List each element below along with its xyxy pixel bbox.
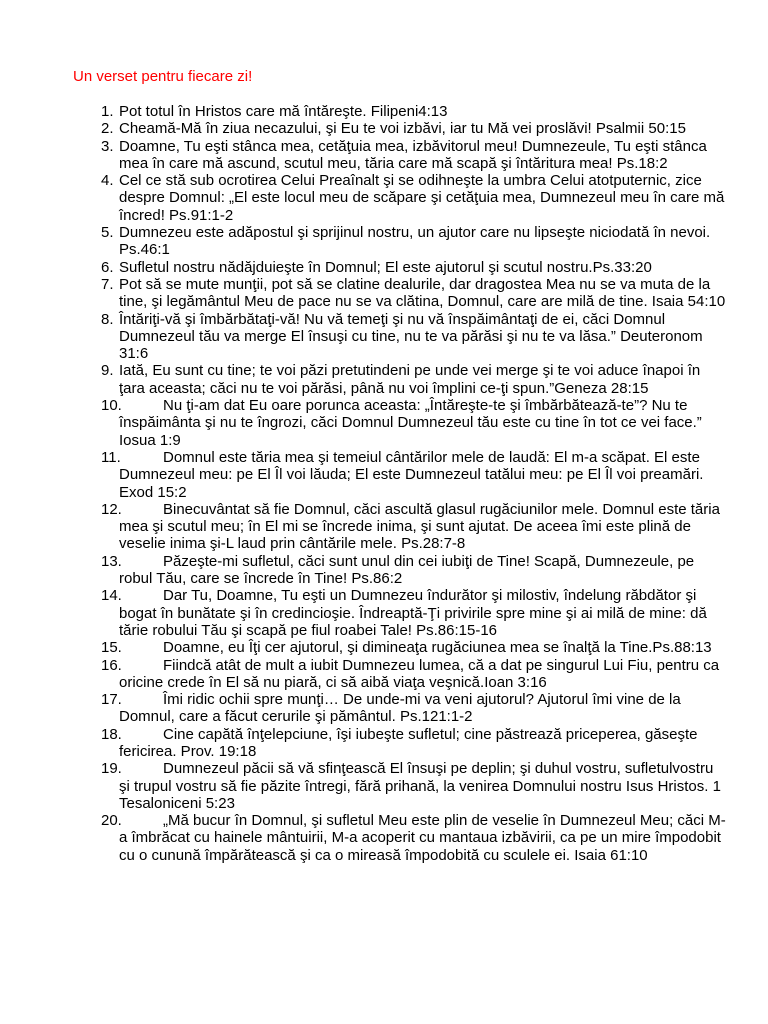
verse-item — [0, 812, 727, 864]
verse-item — [0, 103, 727, 120]
verse-number: 11. — [101, 448, 121, 466]
verse-number: 16. — [101, 656, 122, 674]
verse-text: Cine capătă înţelepciune, îşi iubeşte sufletul; cine păstrează priceperea, găseşte fericirea. Prov. 19:18 — [119, 725, 698, 760]
verse-list — [0, 103, 768, 864]
verse-number: 14. — [101, 587, 122, 605]
verse-number: 5. — [101, 224, 114, 242]
verse-item — [0, 138, 727, 173]
verse-text: Pot să se mute munţii, pot să se clatine dealurile, dar dragostea Mea nu se va muta de la tine, şi legământul Meu de pace nu se va clătina, Domnul, care are milă de tine. Isaia 54:10 — [119, 275, 726, 311]
verse-item — [0, 259, 727, 276]
verse-text: Pot totul în Hristos care mă întăreşte. Filipeni4:13 — [119, 103, 448, 120]
verse-text: Fiindcă atât de mult a iubit Dumnezeu lumea, că a dat pe singurul Lui Fiu, pentru ca oricine crede în El să nu piară, ci să aibă viaţa veşnică.Ioan 3:16 — [119, 656, 720, 691]
verse-text: Dumnezeu este adăpostul şi sprijinul nostru, un ajutor care nu lipseşte niciodată în nevoi. Ps.46:1 — [119, 224, 711, 259]
verse-number: 3. — [101, 137, 114, 155]
verse-item — [0, 224, 727, 259]
verse-text: Doamne, Tu eşti stânca mea, cetăţuia mea, izbăvitorul meu! Dumnezeule, Tu eşti stânca mea în care mă ascund, scutul meu, tăria care mă scapă şi întăritura mea! Ps.18:2 — [119, 137, 707, 172]
verse-number: 18. — [101, 725, 122, 743]
verse-text: Sufletul nostru nădăjduieşte în Domnul; El este ajutorul şi scutul nostru.Ps.33:20 — [119, 258, 652, 276]
verse-item — [0, 362, 727, 397]
verse-text: Întăriţi-vă şi îmbărbătaţi-vă! Nu vă temeţi şi nu vă înspăimântaţi de ei, căci Domnul Dumnezeul tău va merge El însuşi cu tine, nu te va părăsi şi nu te va lăsa.” Deuteronom 31:6 — [119, 310, 703, 363]
verse-number: 8. — [101, 310, 114, 328]
verse-number: 4. — [101, 172, 114, 190]
verse-text: Îmi ridic ochii spre munţi… De unde-mi va veni ajutorul? Ajutorul îmi vine de la Domnul, care a făcut cerurile şi pământul. Ps.121:1-2 — [119, 691, 681, 726]
verse-text: Dar Tu, Doamne, Tu eşti un Dumnezeu îndurător şi milostiv, îndelung răbdător şi bogat în bunătate şi în credincioşie. Îndreaptă-Ţi privirile spre mine şi ai milă de mine: dă tărie robului Tău şi scapă pe fiul roabei Tale! Ps.86:15-16 — [119, 587, 707, 639]
verse-item — [0, 172, 727, 224]
verse-text: Cheamă-Mă în ziua necazului, şi Eu te voi izbăvi, iar tu Mă vei proslăvi! Psalmii 50:15 — [119, 120, 686, 138]
verse-number: 12. — [101, 500, 122, 518]
verse-item — [0, 276, 727, 311]
verse-item — [0, 311, 727, 363]
verse-item — [0, 760, 727, 812]
verse-text: Iată, Eu sunt cu tine; te voi păzi pretutindeni pe unde vei merge şi te voi aduce înapoi în ţara aceasta; căci nu te voi părăsi, până nu voi împlini ce-ţi spun.”Geneza 28:15 — [119, 362, 701, 397]
verse-item — [0, 397, 727, 449]
verse-item — [0, 726, 727, 761]
verse-item — [0, 449, 727, 501]
verse-item — [0, 501, 727, 553]
verse-number: 1. — [101, 103, 114, 120]
verse-number: 13. — [101, 552, 122, 570]
verse-text: Domnul este tăria mea şi temeiul cântărilor mele de laudă: El m-a scăpat. El este Dumnezeul meu: pe El Îl voi lăuda; El este Dumnezeul tatălui meu: pe El Îl voi preamări. Exod 15:2 — [119, 448, 704, 501]
verse-number: 10. — [101, 397, 122, 415]
verse-text: Nu ţi-am dat Eu oare porunca aceasta: „Întăreşte-te şi îmbărbătează-te”? Nu te înspăimânta şi nu te îngrozi, căci Domnul Dumnezeul tău este cu tine în tot ce vei face.” Iosua 1:9 — [119, 397, 702, 449]
verse-number: 15. — [101, 639, 122, 657]
page-title: Un verset pentru fiecare zi! — [73, 68, 253, 85]
verse-text: Dumnezeul păcii să vă sfinţească El însuşi pe deplin; şi duhul vostru, sufletulvostru şi trupul vostru să fie păzite întregi, fără prihană, la venirea Domnului nostru Isus Hristos. 1 Tesaloniceni 5:23 — [119, 760, 721, 812]
verse-item — [0, 587, 727, 639]
verse-item — [0, 553, 727, 588]
verse-text: Păzeşte-mi sufletul, căci sunt unul din cei iubiţi de Tine! Scapă, Dumnezeule, pe robul Tău, care se încrede în Tine! Ps.86:2 — [119, 552, 695, 588]
verse-text: Binecuvântat să fie Domnul, căci ascultă glasul rugăciunilor mele. Domnul este tăria mea şi scutul meu; în El mi se încrede inima, şi sunt ajutat. De aceea îmi este plină de veselie inima şi-L laud prin cântările mele. Ps.28:7-8 — [119, 500, 720, 553]
verse-number: 7. — [101, 275, 114, 293]
verse-item — [0, 639, 727, 656]
verse-number: 6. — [101, 258, 114, 276]
verse-item — [0, 657, 727, 692]
verse-number: 20. — [101, 812, 122, 830]
verse-number: 17. — [101, 691, 122, 709]
verse-text: Cel ce stă sub ocrotirea Celui Preaînalt şi se odihneşte la umbra Celui atotputernic, zice despre Domnul: „El este locul meu de scăpare şi cetăţuia mea, Dumnezeul meu în care mă încred! Ps.91:1-2 — [119, 172, 725, 224]
verse-item — [0, 120, 727, 137]
verse-item — [0, 691, 727, 726]
verse-number: 9. — [101, 362, 114, 380]
verse-number: 19. — [101, 760, 122, 778]
verse-text: „Mă bucur în Domnul, şi sufletul Meu este plin de veselie în Dumnezeul Meu; căci M-a îmbrăcat cu hainele mântuirii, M-a acoperit cu mantaua izbăvirii, ca pe un mire împodobit cu o cunună împărătească şi ca o mireasă împodobită cu sculele ei. Isaia 61:10 — [119, 812, 726, 864]
verse-text: Doamne, eu Îţi cer ajutorul, şi dimineaţa rugăciunea mea se înalţă la Tine.Ps.88:13 — [163, 639, 712, 657]
verse-number: 2. — [101, 120, 114, 138]
